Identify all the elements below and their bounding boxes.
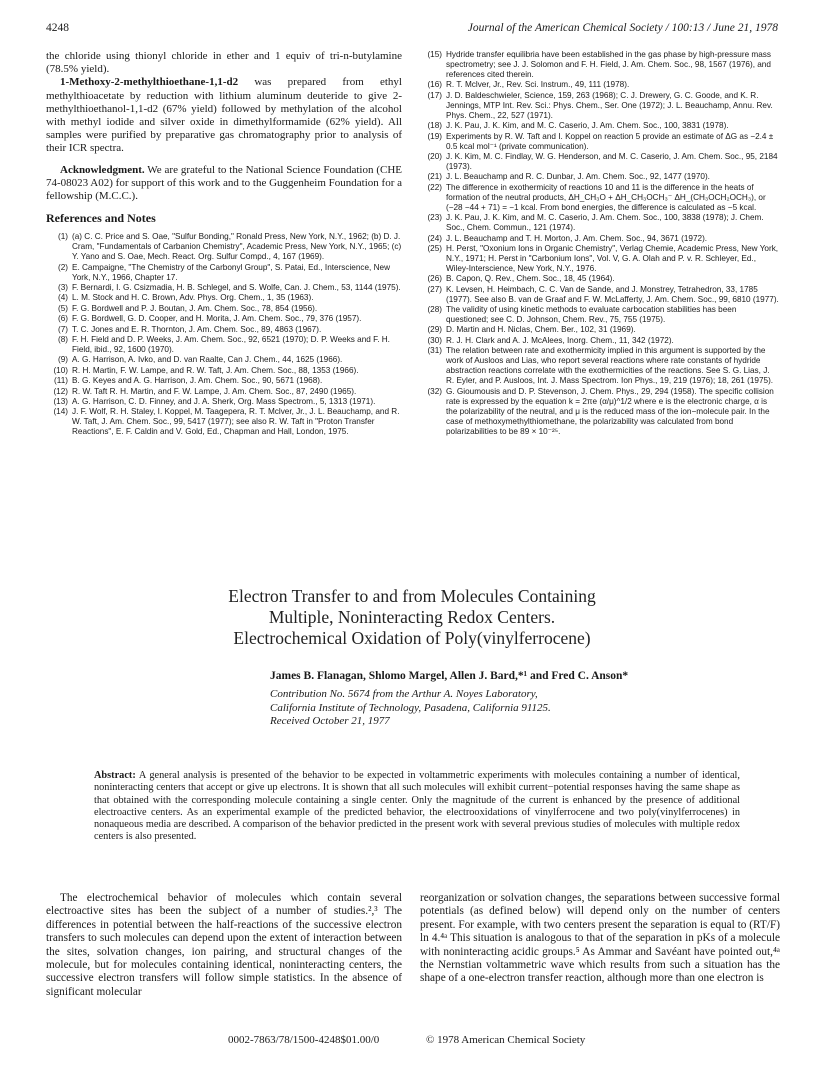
reference-item [420,80,780,90]
reference-text: A. G. Harrison, A. Ivko, and D. van Raalte, Can J. Chem., 44, 1625 (1966). [72,355,343,365]
reference-number: (7) [57,324,68,334]
reference-item [46,283,402,293]
reference-text: (a) C. C. Price and S. Oae, "Sulfur Bonding," Ronald Press, New York, N.Y., 1962; (b) D. J. Cram, "Fundamentals of Carbanion Chemistry", Academic Press, New York, N.Y., 1965; (c) Y. Yano and S. Oae, Mech. React. Org. Sulfur Compd., 4, 167 (1969). [72,232,402,262]
reference-text: The relation between rate and exothermicity implied in this argument is supported by the work of Ausloos and Lias, who report several reactions where rate constants of hydride abstraction reactions correlate with the exothermicities of the reactions. See S. G. Lias, J. R. Eyler, and P. Ausloos, Int. J. Mass Spectrom. Ion Phys., 19, 219 (1976); 18, 261 (1975). [446,346,774,386]
reference-item [420,285,780,305]
reference-item [420,234,780,244]
reference-item [46,376,402,386]
reference-item [420,213,780,233]
reference-item [46,366,402,376]
reference-text: Experiments by R. W. Taft and I. Koppel on reaction 5 provide an estimate of ΔG as −2.4 ± 0.5 kcal mol⁻¹ (private communication). [446,131,774,151]
reference-item [46,387,402,397]
reference-item [46,355,402,365]
page-number: 4248 [46,22,69,34]
reference-number: (1) [57,232,68,242]
reference-text: J. K. Kim, M. C. Findlay, W. G. Henderson, and M. C. Caserio, J. Am. Chem. Soc., 95, 2184 (1973). [446,151,778,171]
reference-text: The difference in exothermicity of reactions 10 and 11 is the difference in the heats of formation of the neutral products, ΔH_CH₃O + ΔH_CH₃OCH₃⁻ ΔH_(CH₃OCH₂OCH₃), or (−28 −44 + 71) = −1 kcal. From bond energies, the difference is calculated as −5 kcal. [446,182,766,212]
copyright: © 1978 American Chemical Society [426,1034,586,1046]
reference-text: F. Bernardi, I. G. Csizmadia, H. B. Schlegel, and S. Wolfe, Can. J. Chem., 53, 1144 (1975). [72,283,401,293]
reference-number: (10) [53,365,68,375]
reference-text: F. G. Bordwell, G. D. Cooper, and H. Morita, J. Am. Chem. Soc., 79, 376 (1957). [72,314,362,324]
reference-number: (4) [57,293,68,303]
reference-number: (3) [57,283,68,293]
reference-text: J. D. Baldeschwieler, Science, 159, 263 (1968); C. J. Drewery, G. C. Goode, and K. R. Jennings, MTP Int. Rev. Sci.: Phys. Chem., Ser. One (1972); J. L. Beauchamp, Annu. Rev. Phys. Chem., 22, 527 (1971). [446,90,773,120]
reference-text: F. G. Bordwell and P. J. Boutan, J. Am. Chem. Soc., 78, 854 (1956). [72,303,318,313]
reference-item [46,232,402,262]
compound-text: was prepared from ethyl methylthioacetate by reduction with lithium aluminum deuteride to give 2-methylthioethanol-1,1-d2 (67% yield) followed by methylation of the alcohol with methyl iodide and silver oxide in dimethylformamide (62% yield). All samples were purified by preparative gas chromatography prior to analysis of their ICR spectra. [46,76,402,155]
journal-citation: Journal of the American Chemical Society / 100:13 / June 21, 1978 [467,22,778,34]
reference-text: R. J. H. Clark and A. J. McAlees, Inorg. Chem., 11, 342 (1972). [446,335,674,345]
reference-number: (31) [427,346,442,356]
reference-item [420,274,780,284]
reference-item [46,304,402,314]
reference-text: A. G. Harrison, C. D. Finney, and J. A. Sherk, Org. Mass Spectrom., 5, 1313 (1971). [72,396,376,406]
title-line: Electron Transfer to and from Molecules Containing [228,586,596,606]
reference-item [420,152,780,172]
reference-item [46,263,402,283]
reference-number: (19) [427,131,442,141]
reference-item [46,325,402,335]
reference-text: B. Capon, Q. Rev., Chem. Soc., 18, 45 (1964). [446,274,615,284]
reference-item [420,244,780,274]
reference-number: (27) [427,284,442,294]
reference-item [420,183,780,213]
reference-text: R. H. Martin, F. W. Lampe, and R. W. Taft, J. Am. Chem. Soc., 88, 1353 (1966). [72,365,359,375]
compound-paragraph [46,76,402,155]
abstract [94,770,740,844]
reference-number: (21) [427,172,442,182]
reference-number: (5) [57,303,68,313]
acknowledgment [46,164,402,204]
reference-number: (9) [57,355,68,365]
title-line: Electrochemical Oxidation of Poly(vinylferrocene) [233,628,591,648]
reference-item [420,387,780,437]
reference-number: (15) [427,50,442,59]
reference-number: (32) [427,386,442,396]
reference-text: J. L. Beauchamp and T. H. Morton, J. Am. Chem. Soc., 94, 3671 (1972). [446,233,708,243]
reference-number: (17) [427,90,442,100]
acknowledgment-heading: Acknowledgment. [60,163,145,176]
article-title [0,586,824,649]
reference-number: (25) [427,243,442,253]
experimental-paragraph: the chloride using thionyl chloride in ether and 1 equiv of tri-n-butylamine (78.5% yield). [46,50,402,76]
reference-item [420,172,780,182]
compound-name: 1-Methoxy-2-methylthioethane-1,1-d2 [60,76,239,89]
reference-number: (12) [53,386,68,396]
reference-number: (22) [427,182,442,192]
reference-item [46,314,402,324]
reference-number: (23) [427,213,442,223]
affiliation-line: California Institute of Technology, Pasadena, California 91125. [270,701,551,714]
reference-item [46,335,402,355]
reference-number: (20) [427,151,442,161]
reference-number: (26) [427,274,442,284]
reference-number: (28) [427,305,442,315]
reference-text: H. Perst, "Oxonium Ions in Organic Chemistry", Verlag Chemie, Academic Press, New York, N.Y., 1971; H. Perst in "Carbonium Ions", Vol. V, G. A. Olah and P. v. R. Schleyer, Ed., Wiley-Interscience, New York, N.Y., 1976. [446,243,779,273]
authors: James B. Flanagan, Shlomo Margel, Allen J. Bard,*¹ and Fred C. Anson* [270,670,629,682]
reference-number: (6) [57,314,68,324]
reference-number: (24) [427,233,442,243]
reference-item [420,305,780,325]
reference-text: J. K. Pau, J. K. Kim, and M. C. Caserio, J. Am. Chem. Soc., 100, 3838 (1978); J. Chem. Soc., Chem. Commun., 121 (1974). [446,213,764,233]
reference-item [420,132,780,152]
abstract-label: Abstract: [94,770,136,781]
reference-number: (29) [427,325,442,335]
reference-number: (16) [427,80,442,90]
references-list-right [420,50,780,437]
reference-text: K. Levsen, H. Heimbach, C. C. Van de Sande, and J. Monstrey, Tetrahedron, 33, 1785 (1977). See also B. van de Graaf and F. W. McLafferty, J. Am. Chem. Soc., 99, 6810 (1977). [446,284,779,304]
reference-text: D. Martin and H. Niclas, Chem. Ber., 102, 31 (1969). [446,325,636,335]
affiliation-line: Contribution No. 5674 from the Arthur A. Noyes Laboratory, [270,688,538,700]
reference-item [420,336,780,346]
body-column-right [420,892,780,1022]
reference-number: (14) [53,407,68,417]
reference-item [420,91,780,121]
reference-number: (30) [427,335,442,345]
reference-text: J. L. Beauchamp and R. C. Dunbar, J. Am. Chem. Soc., 92, 1477 (1970). [446,172,710,182]
reference-text: G. Gioumousis and D. P. Stevenson, J. Chem. Phys., 29, 294 (1958). The specific collision rate is expressed by the equation k = 2πe (α/μ)^1/2 where e is the electronic charge, α is the polarizability of the neutral, and μ is the reduced mass of the ion−molecule pair. In the case of methoxymethylthiomethane, the polarizability was calculated from bond polarizabilities to be 89 × 10⁻²⁵. [446,386,774,436]
reference-text: R. W. Taft R. H. Martin, and F. W. Lampe, J. Am. Chem. Soc., 87, 2490 (1965). [72,386,357,396]
running-header [46,22,778,38]
reference-text: R. T. Mclver, Jr., Rev. Sci. Instrum., 49, 111 (1978). [446,80,630,90]
body-paragraph: The electrochemical behavior of molecules which contain several electroactive sites has been the subject of a number of studies.²,³ The differences in potential between the half-reactions of the successive electron transfers to such molecules can depend upon the extent of interaction between the sites, solvation changes, ion pairing, and structural changes of the molecule, but for molecules containing identical, noninteracting centers, the successive electron transfers will follow simple statistics. In the absence of significant molecular [46,892,402,998]
affiliation [270,688,551,729]
reference-number: (13) [53,396,68,406]
article-code: 0002-7863/78/1500-4248$01.00/0 [228,1034,380,1046]
reference-item [420,121,780,131]
references-heading: References and Notes [46,211,156,226]
reference-number: (11) [54,376,68,386]
reference-number: (2) [57,262,68,272]
reference-item [46,397,402,407]
reference-text: J. F. Wolf, R. H. Staley, I. Koppel, M. Taagepera, R. T. Mclver, Jr., J. L. Beauchamp, and R. W. Taft, J. Am. Chem. Soc., 99, 5417 (1977); see also R. W. Taft in "Proton Transfer Reactions", E. F. Caldin and V. Gold, Ed., Chapman and Hall, London, 1975. [72,407,400,437]
reference-text: L. M. Stock and H. C. Brown, Adv. Phys. Org. Chem., 1, 35 (1963). [72,293,314,303]
top-left-column [46,50,402,570]
body-column-left [46,892,402,1022]
acknowledgment-text: We are grateful to the National Science Foundation (CHE 74-08023 A02) for support of this work and to the Guggenheim Foundation for a fellowship (M.C.C.). [46,163,402,203]
reference-item [420,50,780,80]
body-paragraph: reorganization or solvation changes, the separations between successive formal potentials (as defined below) will depend only on the number of centers present. For example, with two centers present the separation is equal to (RT/F) ln 4.⁴ᵃ This situation is analogous to that of the separation in pKs of a molecule with noninteracting acidic groups.⁵ As Ammar and Savéant have pointed out,⁴ᵃ the Nernstian voltammetric wave which results from such a situation has the shape of a one-electron transfer reaction, although more than one electron is [420,892,780,985]
reference-text: T. C. Jones and E. R. Thornton, J. Am. Chem. Soc., 89, 4863 (1967). [72,324,322,334]
reference-item [420,325,780,335]
top-right-column [420,50,780,570]
reference-text: J. K. Pau, J. K. Kim, and M. C. Caserio, J. Am. Chem. Soc., 100, 3831 (1978). [446,121,729,131]
reference-item [46,293,402,303]
received-date: Received October 21, 1977 [270,715,390,727]
references-list-left [46,232,402,437]
reference-text: B. G. Keyes and A. G. Harrison, J. Am. Chem. Soc., 90, 5671 (1968). [72,376,323,386]
reference-item [420,346,780,386]
reference-number: (8) [57,334,68,344]
reference-text: Hydride transfer equilibria have been established in the gas phase by high-pressure mass spectrometry; see J. J. Solomon and F. H. Field, J. Am. Chem. Soc., 98, 1567 (1976), and references cited therein. [446,50,771,79]
reference-item [46,407,402,437]
reference-number: (18) [427,121,442,131]
reference-text: F. H. Field and D. P. Weeks, J. Am. Chem. Soc., 92, 6521 (1970); D. P. Weeks and F. H. Field, ibid., 92, 1600 (1970). [72,334,390,354]
reference-text: E. Campaigne, "The Chemistry of the Carbonyl Group", S. Patai, Ed., Interscience, New York, N.Y., 1966, Chapter 17. [72,262,390,282]
abstract-text: A general analysis is presented of the behavior to be expected in voltammetric experiments with molecules containing a number of identical, noninteracting centers that accept or give up electrons. It is shown that all such molecules will exhibit current−potential responses having the same shape as that obtained with the corresponding molecule containing a single center. Only the magnitude of the current is enhanced by the presence of additional electroactive centers. As an experimental example of the predicted behavior, the electrooxidations of vinylferrocene and two poly(vinylferrocenes) in nonaqueous media are described. A comparison of the behavior predicted in the present work with several previous studies of molecules with multiple redox centers is also presented. [94,770,740,843]
reference-text: The validity of using kinetic methods to evaluate carbocation stabilities has been questioned; see C. D. Johnson, Chem. Rev., 75, 755 (1975). [446,305,737,325]
title-line: Multiple, Noninteracting Redox Centers. [268,607,556,627]
